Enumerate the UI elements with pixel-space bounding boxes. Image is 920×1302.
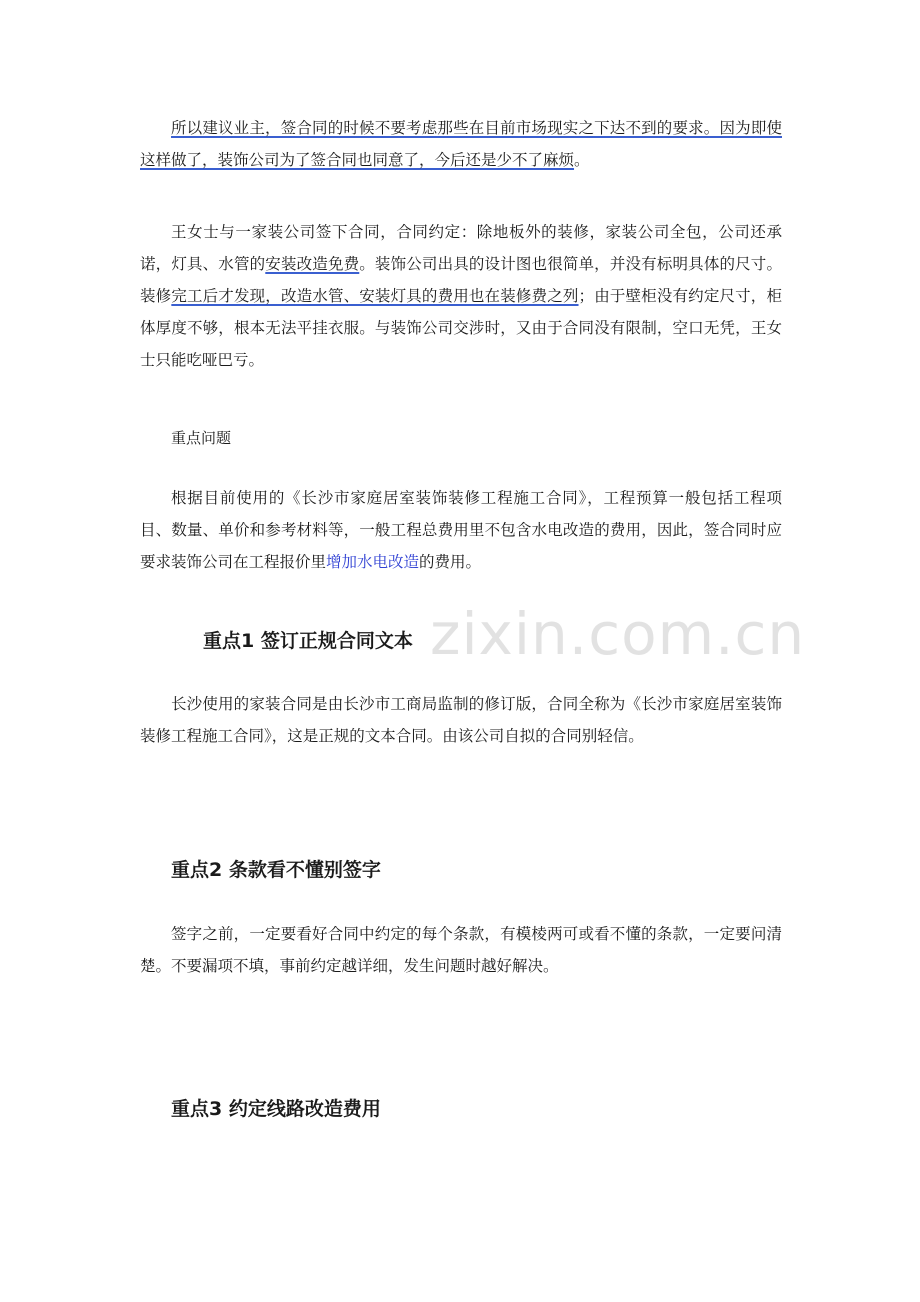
paragraph-case-wang	[140, 216, 782, 376]
paragraph-point-1: 长沙使用的家装合同是由长沙市工商局监制的修订版，合同全称为《长沙市家庭居室装饰装修工程施工合同》，这是正规的文本合同。由该公司自拟的合同别轻信。	[140, 695, 782, 745]
watermark: zixin.com.cn	[430, 600, 806, 668]
text-fragment: 王女士与一家装公司签下合同，合同约定：除地板外的装修，家装公司全包，公司还承诺，灯具、水管的	[140, 223, 782, 273]
underlined-link-advice[interactable]: 所以建议业主，签合同的时候不要考虑那些在目前市场现实之下达不到的要求。因为即使这样做了，装饰公司为了签合同也同意了，今后还是少不了麻烦	[140, 119, 782, 169]
text-fragment: 根据目前使用的《长沙市家庭居室装饰装修工程施工合同》，工程预算一般包括工程项目、数量、单价和参考材料等，一般工程总费用里不包含水电改造的费用，因此，签合同时应要求装饰公司在工程报价里	[140, 489, 782, 571]
heading-point-3: 重点3 约定线路改造费用	[171, 1098, 381, 1120]
paragraph-advice	[140, 112, 782, 176]
underlined-link-extra-cost[interactable]: 完工后才发现，改造水管、安装灯具的费用也在装修费之列	[171, 287, 579, 305]
heading-point-1: 重点1 签订正规合同文本	[203, 630, 413, 652]
paragraph-point-2: 签字之前，一定要看好合同中约定的每个条款，有模棱两可或看不懂的条款，一定要问清楚。不要漏项不填，事前约定越详细，发生问题时越好解决。	[140, 925, 782, 975]
link-add-plumbing[interactable]: 增加水电改造	[326, 553, 420, 571]
heading-point-2: 重点2 条款看不懂别签字	[171, 859, 381, 881]
text-fragment: 。	[574, 151, 590, 169]
text-fragment: 。装饰公司出具的设计图也很简单，并没有标明具体的尺寸。装修	[140, 255, 782, 305]
underlined-link-free-install[interactable]: 安装改造免费	[265, 255, 360, 273]
sub-heading: 重点问题	[171, 429, 232, 447]
paragraph-key-issue	[140, 482, 782, 578]
text-fragment: 的费用。	[419, 553, 482, 571]
text-fragment: ；由于壁柜没有约定尺寸，柜体厚度不够，根本无法平挂衣服。与装饰公司交涉时，又由于合同没有限制，空口无凭，王女士只能吃哑巴亏。	[140, 287, 782, 369]
